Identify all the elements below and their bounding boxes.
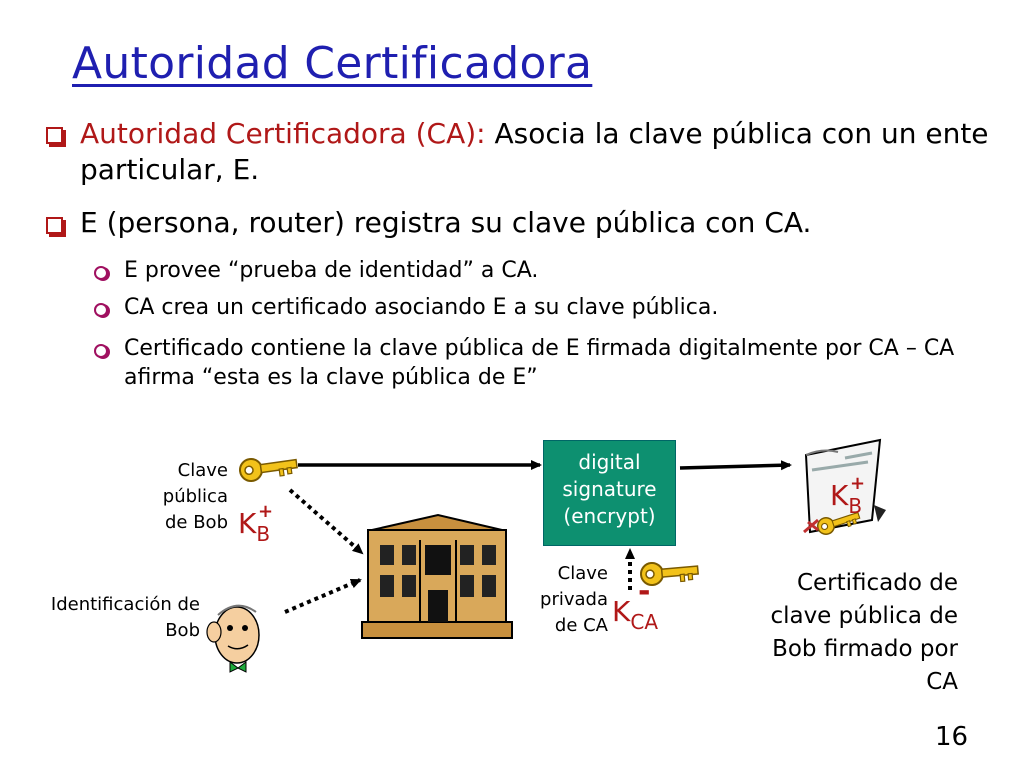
bullet-registration: E (persona, router) registra su clave pública con CA.: [80, 206, 812, 239]
key-letter: K: [830, 479, 849, 512]
sub-bullet-contents: Certificado contiene la clave pública de E firmada digitalmente por CA – CA afirma “esta es la clave pública de E”: [124, 336, 955, 390]
bob-public-key-label: Clave pública de Bob: [162, 460, 228, 533]
ca-private-key-label: Clave privada de CA: [540, 563, 608, 636]
bob-face-icon: [207, 606, 259, 672]
sub-bullet-proof: E provee “prueba de identidad” a CA.: [124, 258, 539, 283]
sub-bullet-certificate: CA crea un certificado asociando E a su clave pública.: [124, 295, 719, 320]
certificate-key-symbol: [830, 473, 866, 520]
page-number: 16: [935, 722, 969, 752]
bullet-ca-text: Asocia la clave pública con un ente particular, E.: [80, 117, 989, 186]
key-subscript: CA: [630, 610, 659, 634]
digital-signature-box: digital signature (encrypt): [543, 440, 676, 546]
key-subscript: B: [848, 494, 863, 518]
key-letter: K: [612, 595, 631, 628]
key-subscript: B: [256, 522, 271, 546]
arrow-key-to-ca: [290, 490, 362, 553]
ca-building-icon: [362, 515, 512, 638]
bob-identification-label: Identificación de Bob: [50, 594, 200, 641]
key-letter: K: [238, 507, 257, 540]
key-superscript: -: [638, 574, 651, 609]
bob-public-key-symbol: [238, 501, 274, 548]
certificate-caption: Certificado de clave pública de Bob firmado por CA: [770, 570, 958, 695]
arrow-signature-to-certificate: [680, 465, 790, 468]
key-superscript: +: [258, 501, 274, 522]
key-superscript: +: [850, 473, 866, 494]
bullet-ca-term: Autoridad Certificadora (CA):: [80, 117, 486, 150]
bob-key-icon: [239, 453, 299, 483]
arrow-id-to-ca: [285, 580, 360, 612]
ca-private-key-symbol: [612, 574, 659, 636]
slide-title: Autoridad Certificadora: [72, 38, 593, 89]
